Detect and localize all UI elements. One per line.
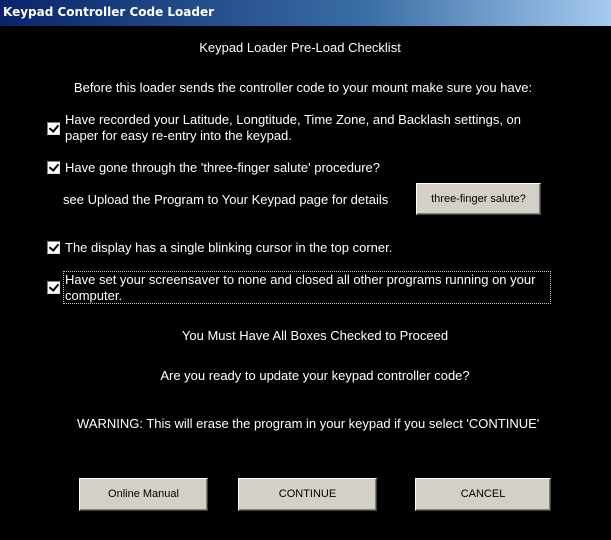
title-bar[interactable] (0, 0, 611, 26)
window-title: Keypad Controller Code Loader (3, 5, 215, 19)
warning-text: WARNING: This will erase the program in your keypad if you select 'CONTINUE' (77, 416, 540, 431)
cancel-button[interactable]: CANCEL (415, 478, 551, 511)
checkbox-blinking-cursor-label: The display has a single blinking cursor in the top corner. (65, 240, 393, 255)
ready-question: Are you ready to update your keypad controller code? (160, 368, 470, 383)
checkbox-three-finger-salute-label: Have gone through the 'three-finger salute' procedure? (65, 160, 381, 175)
intro-text: Before this loader sends the controller code to your mount make sure you have: (73, 80, 533, 95)
continue-button[interactable]: CONTINUE (238, 478, 377, 511)
checkbox-record-settings-label: Have recorded your Latitude, Longtitude, Time Zone, and Backlash settings, on paper for easy re-entry into the keypad. (65, 112, 521, 143)
online-manual-button[interactable]: Online Manual (79, 478, 208, 511)
checkbox-blinking-cursor[interactable] (47, 241, 60, 254)
checkbox-record-settings[interactable] (47, 122, 60, 135)
checkbox-screensaver[interactable] (47, 281, 60, 294)
checklist-heading: Keypad Loader Pre-Load Checklist (199, 40, 401, 55)
three-finger-salute-button[interactable]: three-finger salute? (416, 183, 541, 215)
salute-hint-text: see Upload the Program to Your Keypad page for details (63, 192, 389, 207)
checkbox-three-finger-salute[interactable] (47, 161, 60, 174)
checkbox-screensaver-label: Have set your screensaver to none and closed all other programs running on your computer. (65, 272, 536, 303)
must-check-notice: You Must Have All Boxes Checked to Proceed (181, 328, 449, 343)
